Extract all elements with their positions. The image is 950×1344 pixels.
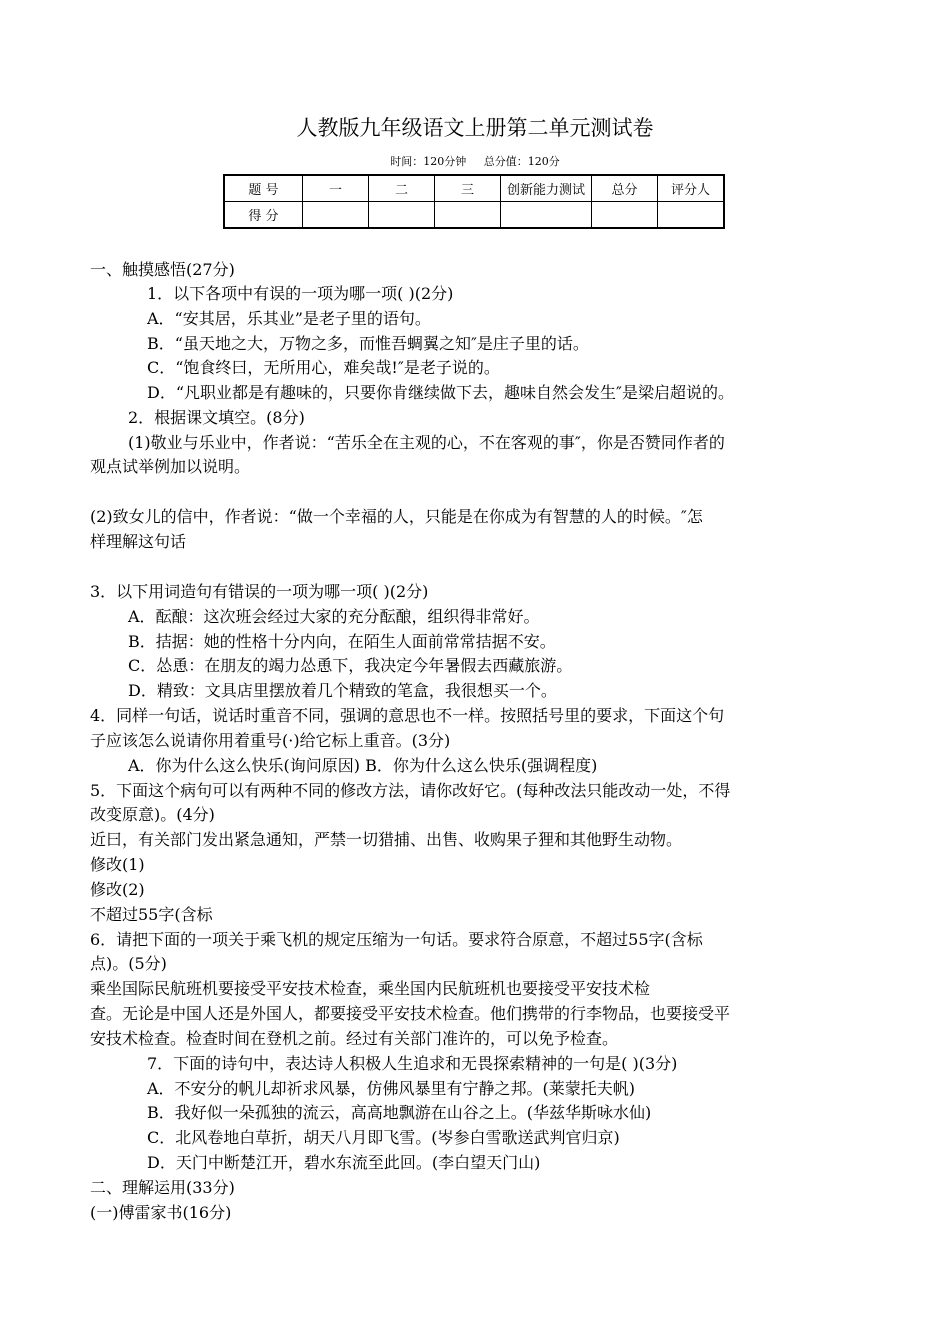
question-text: 6．请把下面的一项关于乘飞机的规定压缩为一句话。要求符合原意，不超过55字(含标 (90, 930, 703, 949)
answer-option: C．北风卷地白草折，胡天八月即飞雪。(岑参白雪歌送武判官归京) (147, 1128, 620, 1147)
score-table-header-row (224, 175, 724, 202)
table-cell: 题 号 (224, 175, 303, 202)
answer-option: B．我好似一朵孤独的流云，高高地飘游在山谷之上。(华兹华斯咏水仙) (147, 1103, 652, 1122)
answer-option: B．“虽天地之大，万物之多，而惟吾蜩翼之知″是庄子里的话。 (147, 334, 589, 353)
question-text: 改变原意)。(4分) (90, 805, 215, 824)
question-text: 7．下面的诗句中，表达诗人积极人生追求和无畏探索精神的一句是( )(3分) (147, 1054, 678, 1073)
question-text: 安技术检查。检查时间在登机之前。经过有关部门准许的，可以免予检查。 (90, 1029, 619, 1048)
question-text: 1．以下各项中有误的一项为哪一项( )(2分) (147, 284, 454, 303)
section-heading: 二、理解运用(33分) (90, 1178, 235, 1197)
question-text: (1)敬业与乐业中，作者说：“苦乐全在主观的心，不在客观的事″，你是否赞同作者的 (128, 433, 725, 452)
score-entry-cell[interactable] (435, 202, 501, 229)
score-entry-cell[interactable] (369, 202, 435, 229)
answer-option: D．精致：文具店里摆放着几个精致的笔盒，我很想买一个。 (128, 681, 557, 700)
score-table (223, 174, 725, 229)
score-entry-cell[interactable] (303, 202, 369, 229)
answer-option: A．酝酿：这次班会经过大家的充分酝酿，组织得非常好。 (128, 607, 540, 626)
answer-option: C．怂恿：在朋友的竭力怂恿下，我决定今年暑假去西藏旅游。 (128, 656, 573, 675)
exam-meta: 时间：120分钟 总分值：120分 (390, 155, 560, 168)
section-heading: 一、触摸感悟(27分) (90, 260, 235, 279)
question-text: 乘坐国际民航班机要接受平安技术检查，乘坐国内民航班机也要接受平安技术检 (90, 979, 651, 998)
score-entry-cell[interactable] (592, 202, 658, 229)
question-text: (2)致女儿的信中，作者说：“做一个幸福的人，只能是在你成为有智慧的人的时候。″怎 (90, 507, 703, 526)
answer-option: D．“凡职业都是有趣味的，只要你肯继续做下去，趣味自然会发生″是梁启超说的。 (147, 383, 734, 402)
subsection-heading: (一)傅雷家书(16分) (90, 1203, 232, 1222)
question-text: 4．同样一句话，说话时重音不同，强调的意思也不一样。按照括号里的要求，下面这个句 (90, 706, 725, 725)
table-cell: 总分 (592, 175, 658, 202)
answer-option: A．“安其居，乐其业”是老子里的语句。 (147, 309, 431, 328)
answer-option: B．拮据：她的性格十分内向，在陌生人面前常常拮据不安。 (128, 632, 556, 651)
question-text: 近曰，有关部门发出紧急通知，严禁一切猎捕、出售、收购果子狸和其他野生动物。 (90, 830, 683, 849)
answer-option: A．不安分的帆儿却祈求风暴，仿佛风暴里有宁静之邦。(莱蒙托夫帆) (147, 1079, 636, 1098)
question-text: 查。无论是中国人还是外国人，都要接受平安技术检查。他们携带的行李物品，也要接受平 (90, 1004, 731, 1023)
table-cell: 创新能力测试 (501, 175, 592, 202)
question-text: 5．下面这个病句可以有两种不同的修改方法，请你改好它。(每种改法只能改动一处，不得 (90, 781, 731, 800)
score-entry-cell[interactable] (501, 202, 592, 229)
answer-line: 修改(2) (90, 880, 145, 899)
answer-line: 修改(1) (90, 855, 145, 874)
question-text: 3．以下用词造句有错误的一项为哪一项( )(2分) (90, 582, 429, 601)
question-text: 子应该怎么说请你用着重号(·)给它标上重音。(3分) (90, 731, 451, 750)
table-cell: 一 (303, 175, 369, 202)
answer-option: C．“饱食终曰，无所用心，难矣哉!″是老子说的。 (147, 358, 500, 377)
table-cell: 二 (369, 175, 435, 202)
question-text: 2．根据课文填空。(8分) (128, 408, 305, 427)
question-text: 观点试举例加以说明。 (90, 457, 251, 476)
question-text: 不超过55字(含标 (90, 905, 213, 924)
score-entry-cell[interactable] (658, 202, 725, 229)
page-title: 人教版九年级语文上册第二单元测试卷 (296, 116, 654, 140)
answer-option: A．你为什么这么快乐(询问原因) B．你为什么这么快乐(强调程度) (128, 756, 598, 775)
score-table-score-row (224, 202, 724, 229)
table-cell: 三 (435, 175, 501, 202)
question-text: 样理解这句话 (90, 532, 187, 551)
table-cell: 得 分 (224, 202, 303, 229)
table-cell: 评分人 (658, 175, 725, 202)
question-text: 点)。(5分) (90, 954, 167, 973)
answer-option: D．天门中断楚江开，碧水东流至此回。(李白望天门山) (147, 1153, 541, 1172)
